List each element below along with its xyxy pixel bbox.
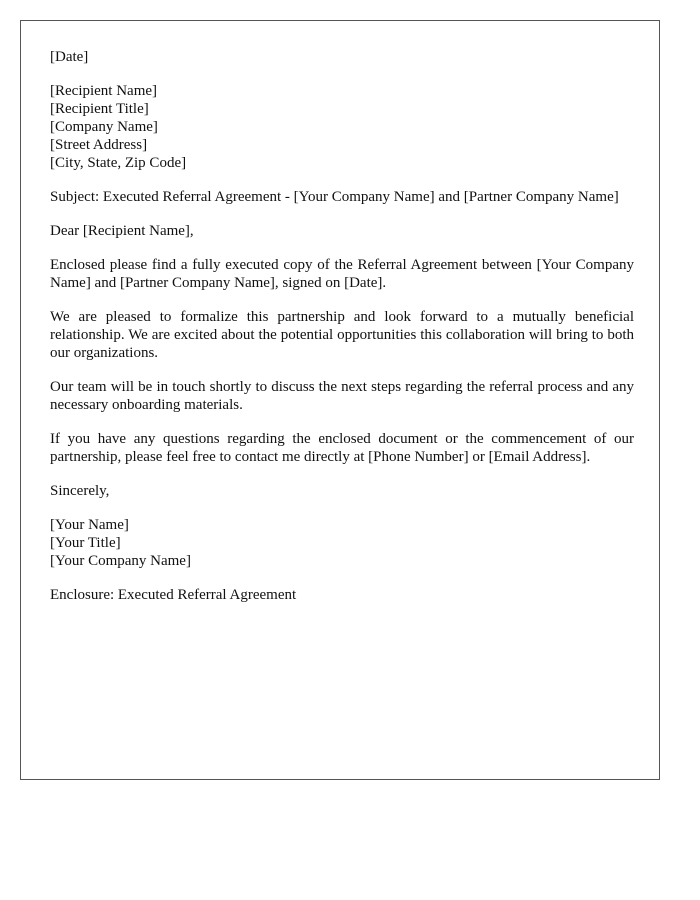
recipient-company: [Company Name] xyxy=(50,119,158,135)
sender-title: [Your Title] xyxy=(50,535,121,551)
body-paragraph-partnership: We are pleased to formalize this partnership and look forward to a mutually beneficial relationship. We are excited about the potential opportunities this collaboration will bring to both our organizations. xyxy=(50,309,634,361)
subject-line: Subject: Executed Referral Agreement - [Your Company Name] and [Partner Company Name] xyxy=(50,189,619,205)
letter-body xyxy=(50,48,634,620)
recipient-title: [Recipient Title] xyxy=(50,101,149,117)
enclosure-note: Enclosure: Executed Referral Agreement xyxy=(50,587,297,603)
recipient-street: [Street Address] xyxy=(50,137,148,153)
recipient-city: [City, State, Zip Code] xyxy=(50,155,187,171)
body-paragraph-contact: If you have any questions regarding the enclosed document or the commencement of our partnership, please feel free to contact me directly at [Phone Number] or [Email Address]. xyxy=(50,431,634,465)
recipient-address-block xyxy=(50,82,634,172)
sender-name: [Your Name] xyxy=(50,517,129,533)
letter-date: [Date] xyxy=(50,49,89,65)
body-paragraph-enclosed: Enclosed please find a fully executed copy of the Referral Agreement between [Your Company Name] and [Partner Company Name], signed on [Date]. xyxy=(50,257,634,291)
body-paragraph-next-steps: Our team will be in touch shortly to discuss the next steps regarding the referral process and any necessary onboarding materials. xyxy=(50,379,634,413)
sender-signature-block xyxy=(50,516,634,570)
letter-page xyxy=(20,20,660,780)
closing: Sincerely, xyxy=(50,483,110,499)
sender-company: [Your Company Name] xyxy=(50,553,191,569)
recipient-name: [Recipient Name] xyxy=(50,83,158,99)
salutation: Dear [Recipient Name], xyxy=(50,223,194,239)
